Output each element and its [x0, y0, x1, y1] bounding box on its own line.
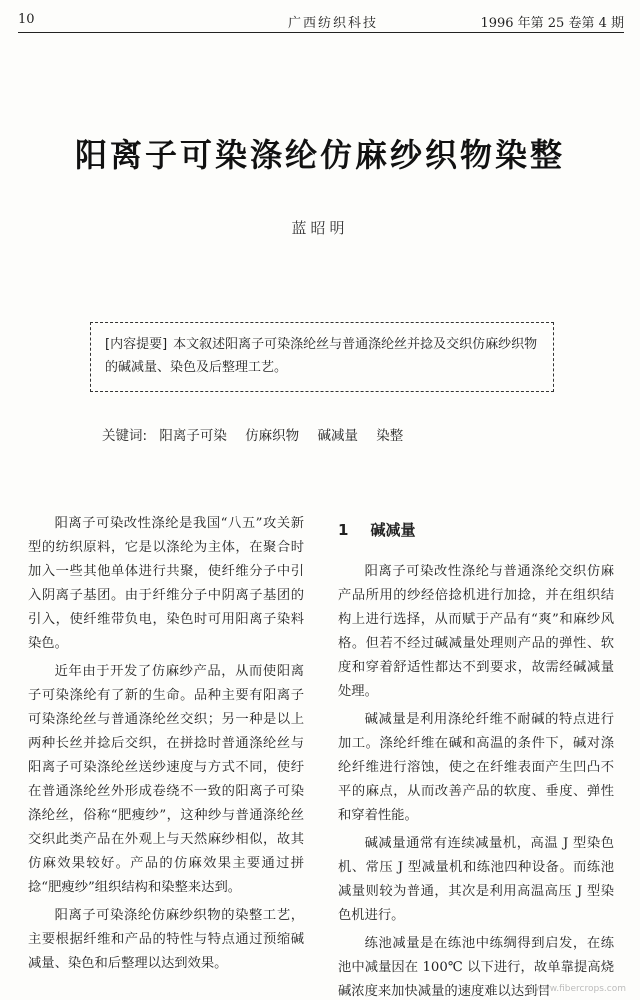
- running-header: [18, 8, 624, 32]
- keyword-item: 染整: [376, 428, 404, 444]
- abstract-box: [90, 322, 554, 392]
- section-title: 碱减量: [370, 521, 416, 539]
- right-column: [338, 518, 614, 1008]
- left-column: [28, 512, 304, 980]
- keyword-item: 碱减量: [317, 428, 358, 444]
- abstract-body: 本文叙述阳离子可染涤纶丝与普通涤纶丝并捻及交织仿麻纱织物的碱减量、染色及后整理工艺。: [105, 337, 538, 375]
- body-paragraph: 阳离子可染改性涤纶与普通涤纶交织仿麻产品所用的纱经倍捻机进行加捻，并在组织结构上进行选择，从而赋于产品有“爽”和麻纱风格。但若不经过碱减量处理则产品的弹性、软度和穿着舒适性都达不到要求，故需经碱减量处理。: [338, 564, 614, 699]
- section-number: 1: [338, 521, 349, 539]
- section-heading: [338, 518, 614, 542]
- keywords-line: [102, 424, 409, 444]
- article-title: 阳离子可染涤纶仿麻纱织物染整: [74, 136, 565, 174]
- watermark: www.fibercrops.com: [535, 984, 626, 994]
- page-number: 10: [18, 12, 35, 27]
- body-paragraph: 阳离子可染涤纶仿麻纱织物的染整工艺，主要根据纤维和产品的特性与特点通过预缩碱减量、染色和后整理以达到效果。: [28, 908, 304, 971]
- keyword-item: 阳离子可染: [159, 428, 227, 444]
- abstract-label: [内容提要]: [105, 337, 168, 352]
- author-name: 蓝昭明: [291, 219, 349, 237]
- body-paragraph: 碱减量是利用涤纶纤维不耐碱的特点进行加工。涤纶纤维在碱和高温的条件下，碱对涤纶纤维进行溶蚀，使之在纤维表面产生凹凸不平的麻点，从而改善产品的软度、垂度、弹性和穿着性能。: [338, 712, 614, 823]
- body-paragraph: 碱减量通常有连续减量机，高温 J 型染色机、常压 J 型减量机和练池四种设备。而练池减量则较为普通，其次是利用高温高压 J 型染色机进行。: [338, 836, 614, 923]
- body-paragraph: 阳离子可染改性涤纶是我国“八五”攻关新型的纺织原料，它是以涤纶为主体，在聚合时加入一些其他单体进行共聚，使纤维分子中引入阴离子基团。由于纤维分子中阴离子基团的引入，使纤维带负电，染色时可用阳离子染料染色。: [28, 516, 304, 651]
- journal-name: 广西纺织科技: [288, 16, 379, 31]
- body-paragraph: 近年由于开发了仿麻纱产品，从而使阳离子可染涤纶有了新的生命。品种主要有阳离子可染涤纶丝与普通涤纶丝交织；另一种是以上两种长丝并捻后交织，在拼捻时普通涤纶丝与阳离子可染涤纶丝送纱速度与方式不同，使纡在普通涤纶丝外形成卷绕不一致的阳离子可染涤纶丝，俗称“肥瘦纱”，这种纱与普通涤纶丝交织此类产品在外观上与天然麻纱相似，故其仿麻效果较好。产品的仿麻效果主要通过拼捻“肥瘦纱”组织结构和染整来达到。: [28, 664, 304, 895]
- issue-info: 1996 年第 25 卷第 4 期: [480, 16, 624, 31]
- body-paragraph: 练池减量是在练池中练绸得到启发，在练池中减量因在 100℃ 以下进行，故单靠提高烧碱浓度来加快减量的速度难以达到目: [338, 936, 614, 999]
- keywords-label: 关键词:: [102, 428, 148, 444]
- header-rule: [18, 32, 624, 33]
- keyword-item: 仿麻织物: [245, 428, 300, 444]
- abstract-text-block: [105, 333, 543, 379]
